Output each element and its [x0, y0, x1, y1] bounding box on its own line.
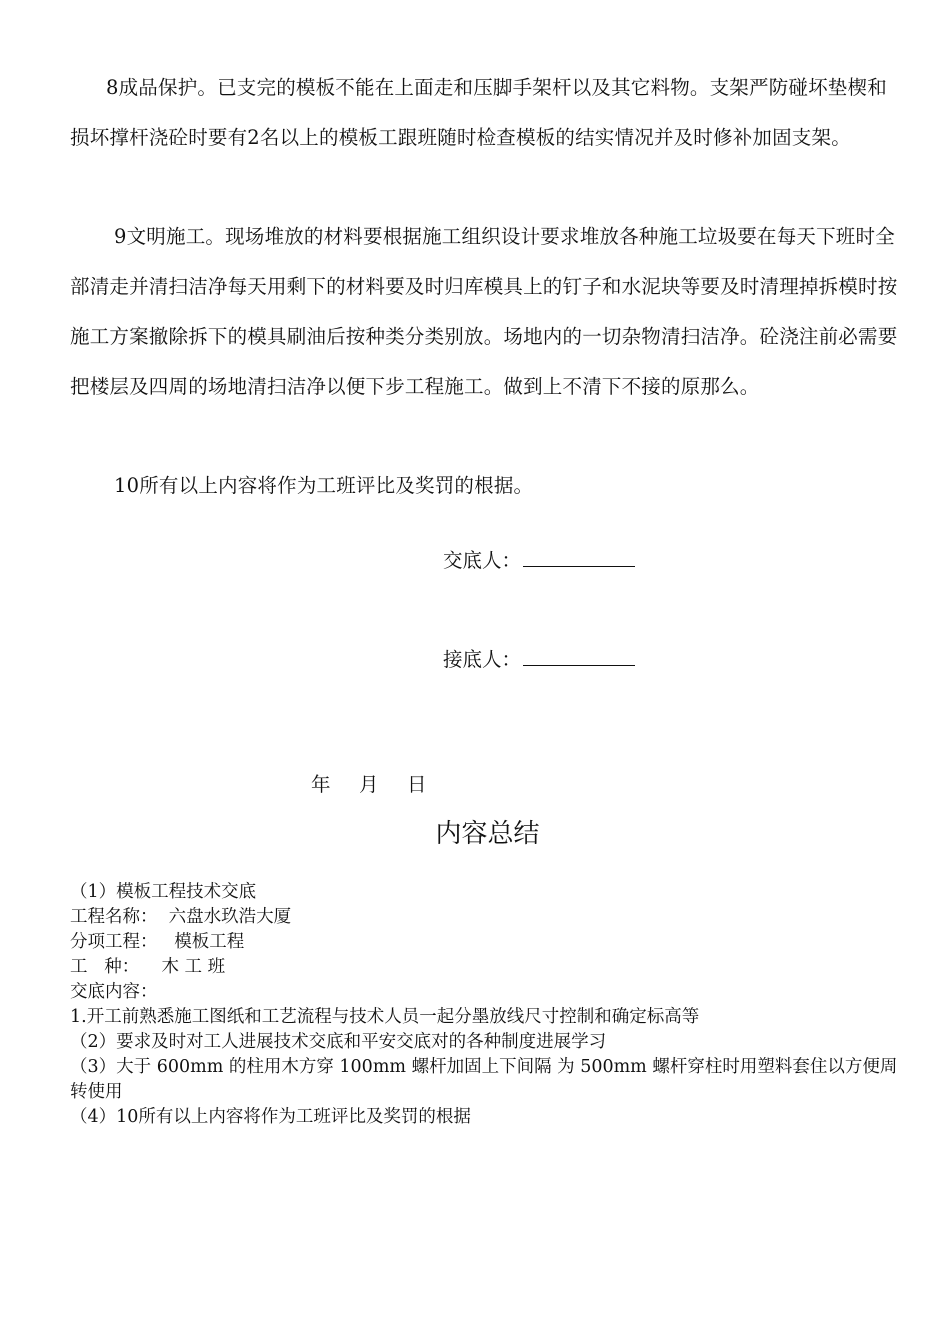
receiver-signature-line: [443, 645, 635, 675]
briefer-label: 交底人：: [443, 549, 522, 572]
paragraph-evaluation-basis: 10所有以上内容将作为工班评比及奖罚的根据。: [114, 474, 534, 497]
summary-line: （4）10所有以上内容将作为工班评比及奖罚的根据: [70, 1107, 471, 1127]
summary-line: （3）大于 600mm 的柱用木方穿 100mm 螺杆加固上下间隔 为 500mm 螺杆穿柱时用塑料套住以方便周转使用: [70, 1057, 898, 1102]
briefer-signature-blank: [523, 546, 635, 567]
date-day-label: 日: [407, 773, 427, 796]
date-month-label: 月: [359, 773, 379, 796]
summary-block: [70, 880, 902, 1130]
summary-line: （2）要求及时对工人进展技术交底和平安交底对的各种制度进展学习: [70, 1032, 607, 1052]
paragraph-civilized-construction: 9文明施工。现场堆放的材料要根据施工组织设计要求堆放各种施工垃圾要在每天下班时全部清走并清扫洁净每天用剩下的材料要及时归库模具上的钉子和水泥块等要及时清理掉拆模时按施工方案撤除拆下的模具刷油后按种类分类别放。场地内的一切杂物清扫洁净。砼浇注前必需要把楼层及四周的场地清扫洁净以便下步工程施工。做到上不清下不接的原那么。: [70, 225, 898, 398]
summary-title: 内容总结: [435, 819, 540, 849]
briefer-signature-line: [443, 546, 635, 576]
summary-line: 工程名称： 六盘水玖浩大厦: [70, 907, 292, 927]
date-line: [311, 770, 427, 800]
summary-line: 交底内容：: [70, 982, 158, 1002]
summary-line: 1.开工前熟悉施工图纸和工艺流程与技术人员一起分墨放线尺寸控制和确定标高等: [70, 1007, 700, 1027]
receiver-label: 接底人：: [443, 648, 522, 671]
summary-line: 分项工程： 模板工程: [70, 932, 245, 952]
summary-line: 工 种： 木 工 班: [70, 957, 226, 977]
paragraph-finished-product-protection: 8成品保护。已支完的模板不能在上面走和压脚手架杆以及其它料物。支架严防碰坏垫楔和损坏撑杆浇砼时要有2名以上的模板工跟班随时检查模板的结实情况并及时修补加固支架。: [70, 76, 887, 149]
date-year-label: 年: [311, 773, 331, 796]
summary-line: （1）模板工程技术交底: [70, 882, 257, 902]
receiver-signature-blank: [523, 645, 635, 666]
